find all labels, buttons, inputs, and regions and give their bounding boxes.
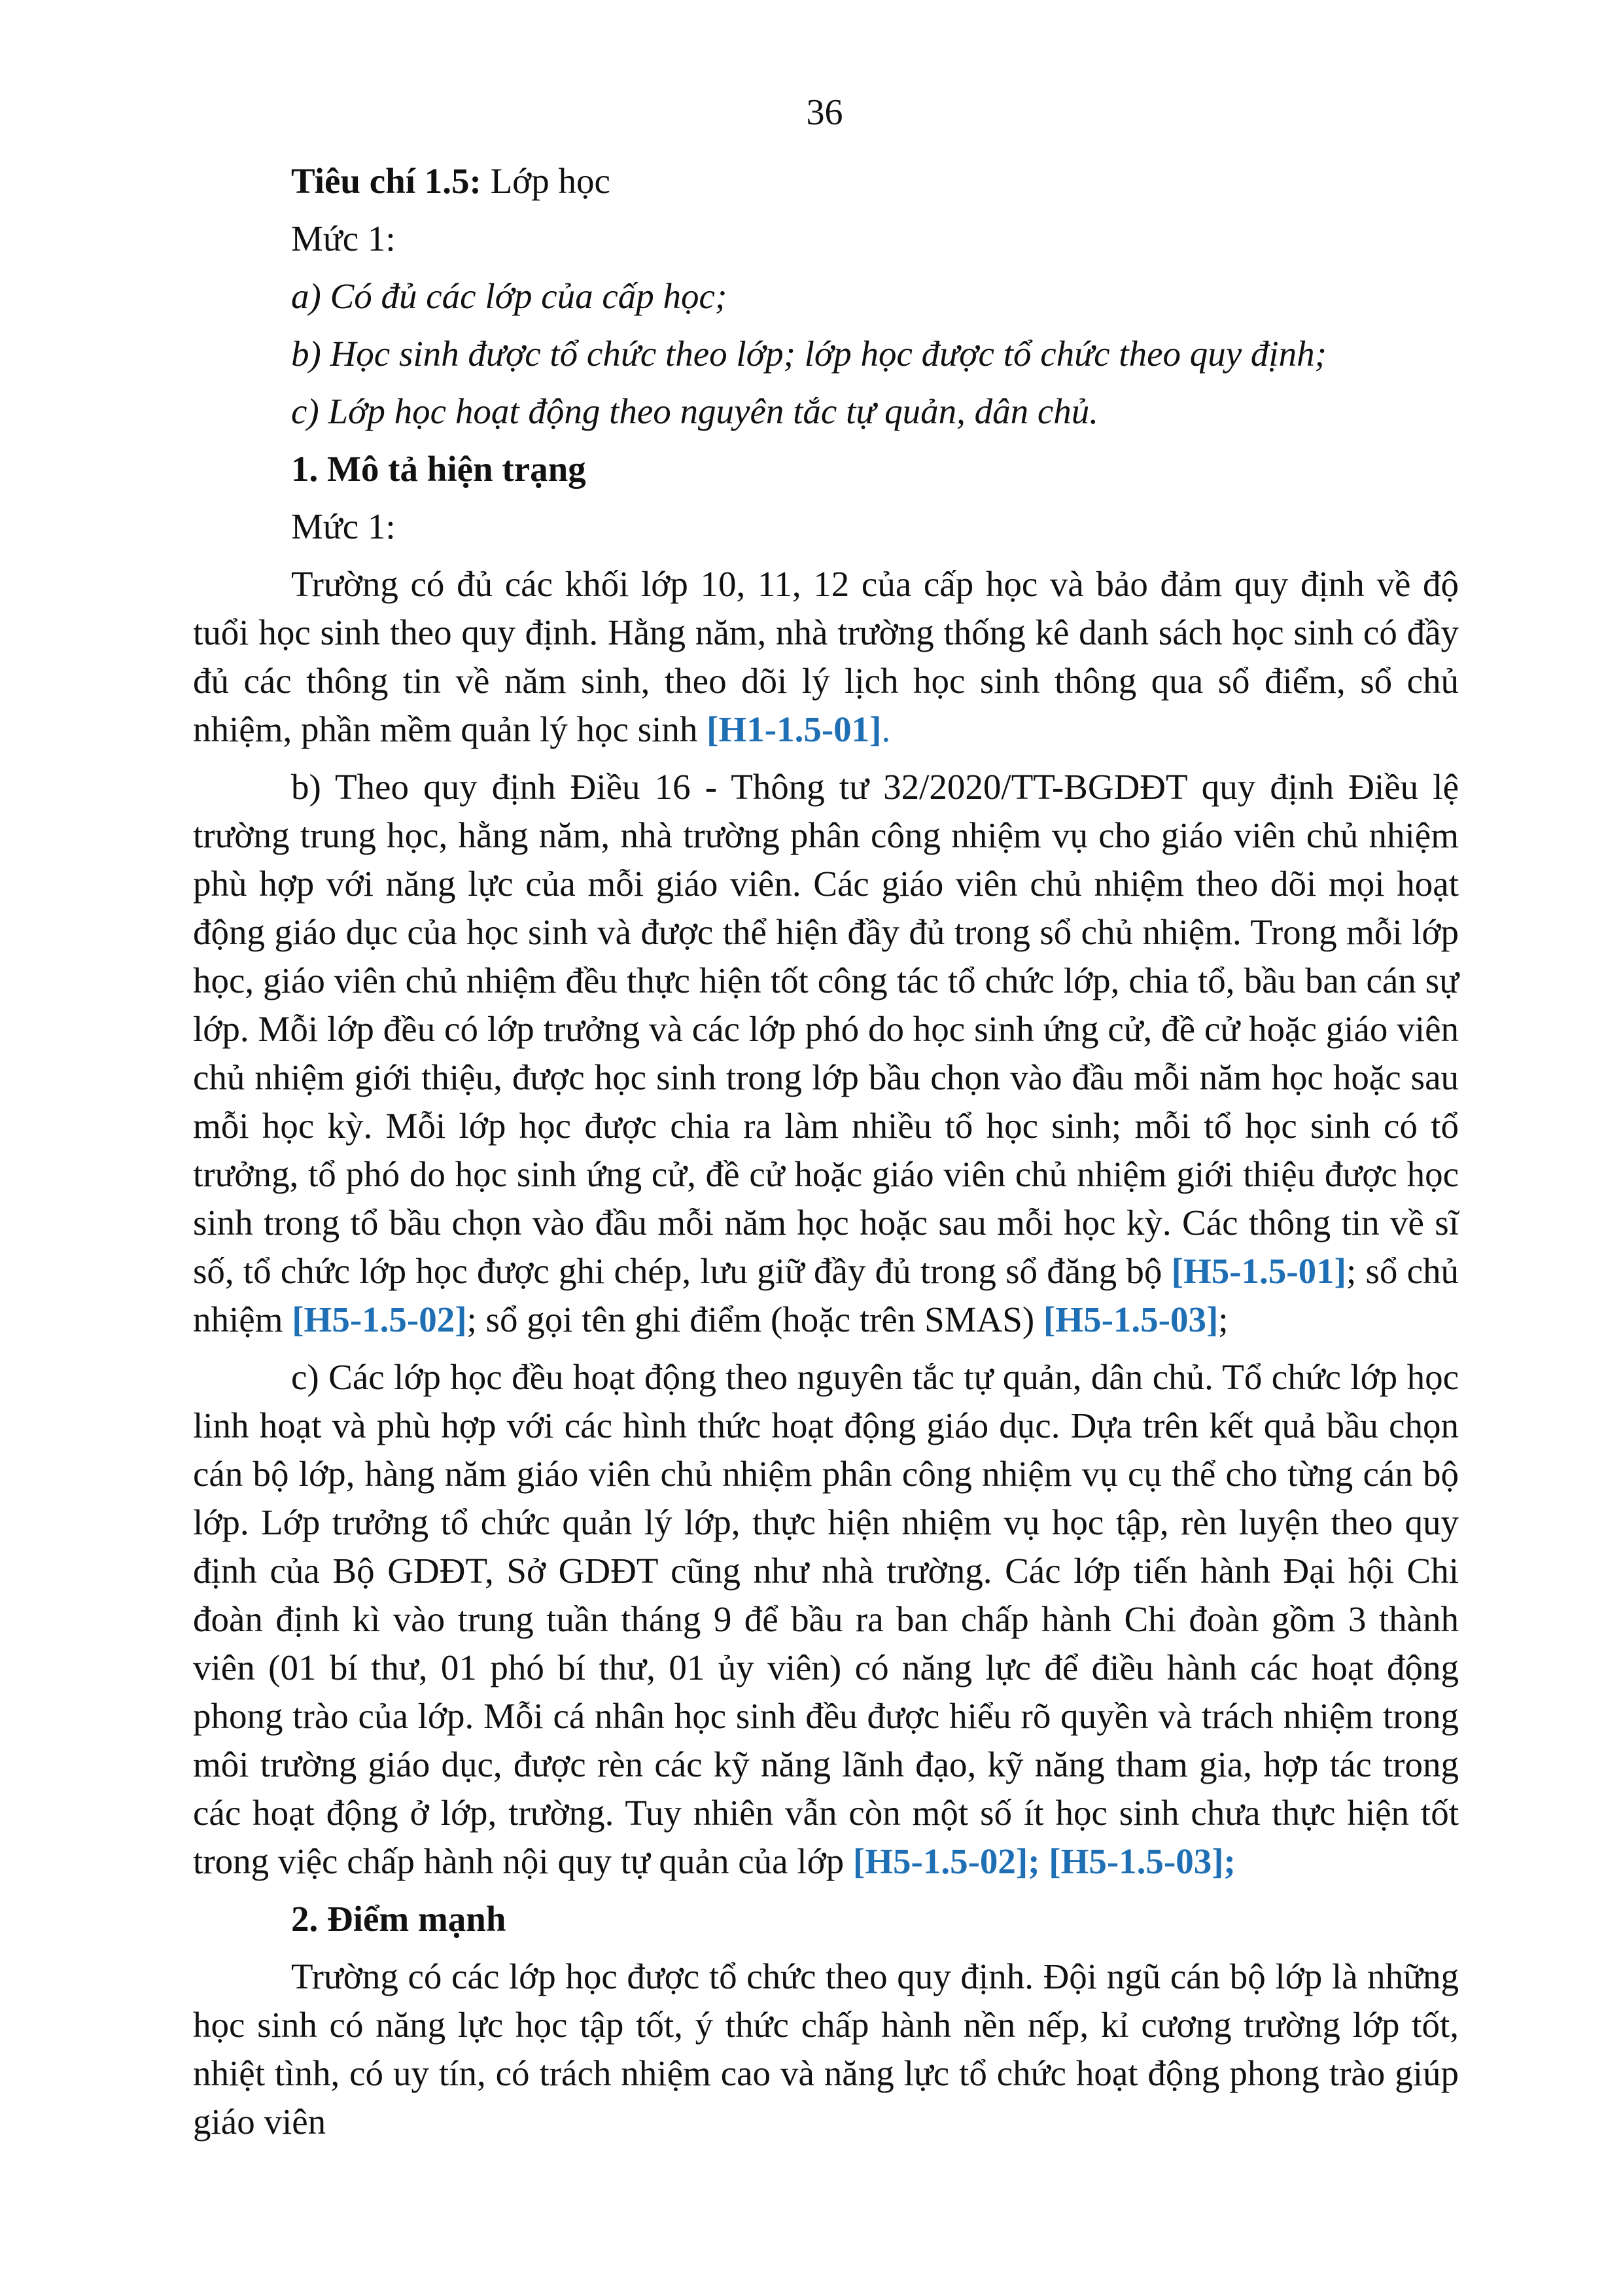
level-heading: Mức 1: (291, 219, 396, 258)
evidence-reference: [H5-1.5-02]; [H5-1.5-03]; (852, 1841, 1236, 1881)
criterion-title: Lớp học (490, 161, 610, 201)
evidence-reference: [H1-1.5-01] (707, 709, 882, 749)
evidence-reference: [H5-1.5-03] (1043, 1299, 1219, 1339)
paragraph-b-text: b) Theo quy định Điều 16 - Thông tư 32/2020/TT-BGDĐT quy định Điều lệ trường trung học, hằng năm, nhà trường phân công nhiệm vụ cho giáo viên chủ nhiệm phù hợp với năng lực của mỗi giáo viên. Các giáo viên chủ nhiệm theo dõi mọi hoạt động giáo dục của học sinh và được thể hiện đầy đủ trong sổ chủ nhiệm. Trong mỗi lớp học, giáo viên chủ nhiệm đều thực hiện tốt công tác tổ chức lớp, chia tổ, bầu ban cán sự lớp. Mỗi lớp đều có lớp trưởng và các lớp phó do học sinh ứng cử, đề cử hoặc giáo viên chủ nhiệm giới thiệu, được học sinh trong lớp bầu chọn vào đầu mỗi năm học hoặc sau mỗi học kỳ. Mỗi lớp học được chia ra làm nhiều tổ học sinh; mỗi tổ học sinh có tổ trưởng, tổ phó do học sinh ứng cử, đề cử hoặc giáo viên chủ nhiệm giới thiệu được học sinh trong tổ bầu chọn vào đầu mỗi năm học hoặc sau mỗi học kỳ. Các thông tin về sĩ số, tổ chức lớp học được ghi chép, lưu giữ đầy đủ trong sổ đăng bộ (193, 767, 1459, 1291)
section-heading-current-state: 1. Mô tả hiện trạng (291, 449, 586, 489)
paragraph-c (193, 1353, 1459, 1886)
paragraph-strengths: Trường có các lớp học được tổ chức theo quy định. Đội ngũ cán bộ lớp là những học sinh có năng lực học tập tốt, ý thức chấp hành nền nếp, kỉ cương trường lớp tốt, nhiệt tình, có uy tín, có trách nhiệm cao và năng lực tổ chức hoạt động phong trào giúp giáo viên (193, 1956, 1459, 2142)
paragraph-c-text: c) Các lớp học đều hoạt động theo nguyên tắc tự quản, dân chủ. Tổ chức lớp học linh hoạt và phù hợp với các hình thức hoạt động giáo dục. Dựa trên kết quả bầu chọn cán bộ lớp, hàng năm giáo viên chủ nhiệm phân công nhiệm vụ cụ thể cho từng cán bộ lớp. Lớp trưởng tổ chức quản lý lớp, thực hiện nhiệm vụ học tập, rèn luyện theo quy định của Bộ GDĐT, Sở GDĐT cũng như nhà trường. Các lớp tiến hành Đại hội Chi đoàn định kì vào trung tuần tháng 9 để bầu ra ban chấp hành Chi đoàn gồm 3 thành viên (01 bí thư, 01 phó bí thư, 01 ủy viên) có năng lực để điều hành các hoạt động phong trào của lớp. Mỗi cá nhân học sinh đều được hiểu rõ quyền và trách nhiệm trong môi trường giáo dục, được rèn các kỹ năng lãnh đạo, kỹ năng tham gia, hợp tác trong các hoạt động ở lớp, trường. Tuy nhiên vẫn còn một số ít học sinh chưa thực hiện tốt trong việc chấp hành nội quy tự quản của lớp (193, 1357, 1459, 1881)
criterion-label: Tiêu chí 1.5: (291, 161, 481, 201)
section-heading-strengths: 2. Điểm mạnh (291, 1899, 506, 1939)
evidence-reference: [H5-1.5-01] (1171, 1251, 1346, 1291)
page-number: 36 (806, 92, 843, 133)
criterion-heading (193, 157, 1459, 205)
paragraph-b (193, 763, 1459, 1344)
requirement-a: a) Có đủ các lớp của cấp học; (291, 276, 727, 316)
section1-level: Mức 1: (291, 506, 396, 546)
paragraph-a-end: . (881, 709, 891, 749)
evidence-reference: [H5-1.5-02] (292, 1299, 467, 1339)
requirement-b: b) Học sinh được tổ chức theo lớp; lớp học được tổ chức theo quy định; (291, 334, 1327, 374)
paragraph-b-mid2: ; sổ gọi tên ghi điểm (hoặc trên SMAS) (466, 1299, 1043, 1339)
document-body (193, 157, 1459, 2155)
paragraph-b-mid1: ; sổ chủ nhiệm (193, 1251, 1459, 1339)
requirement-c: c) Lớp học hoạt động theo nguyên tắc tự quản, dân chủ. (291, 391, 1099, 431)
paragraph-a-text: Trường có đủ các khối lớp 10, 11, 12 của cấp học và bảo đảm quy định về độ tuổi học sinh theo quy định. Hằng năm, nhà trường thống kê danh sách học sinh có đầy đủ các thông tin về năm sinh, theo dõi lý lịch học sinh thông qua sổ điểm, sổ chủ nhiệm, phần mềm quản lý học sinh (193, 564, 1459, 749)
paragraph-a (193, 560, 1459, 754)
paragraph-b-end: ; (1218, 1299, 1229, 1339)
